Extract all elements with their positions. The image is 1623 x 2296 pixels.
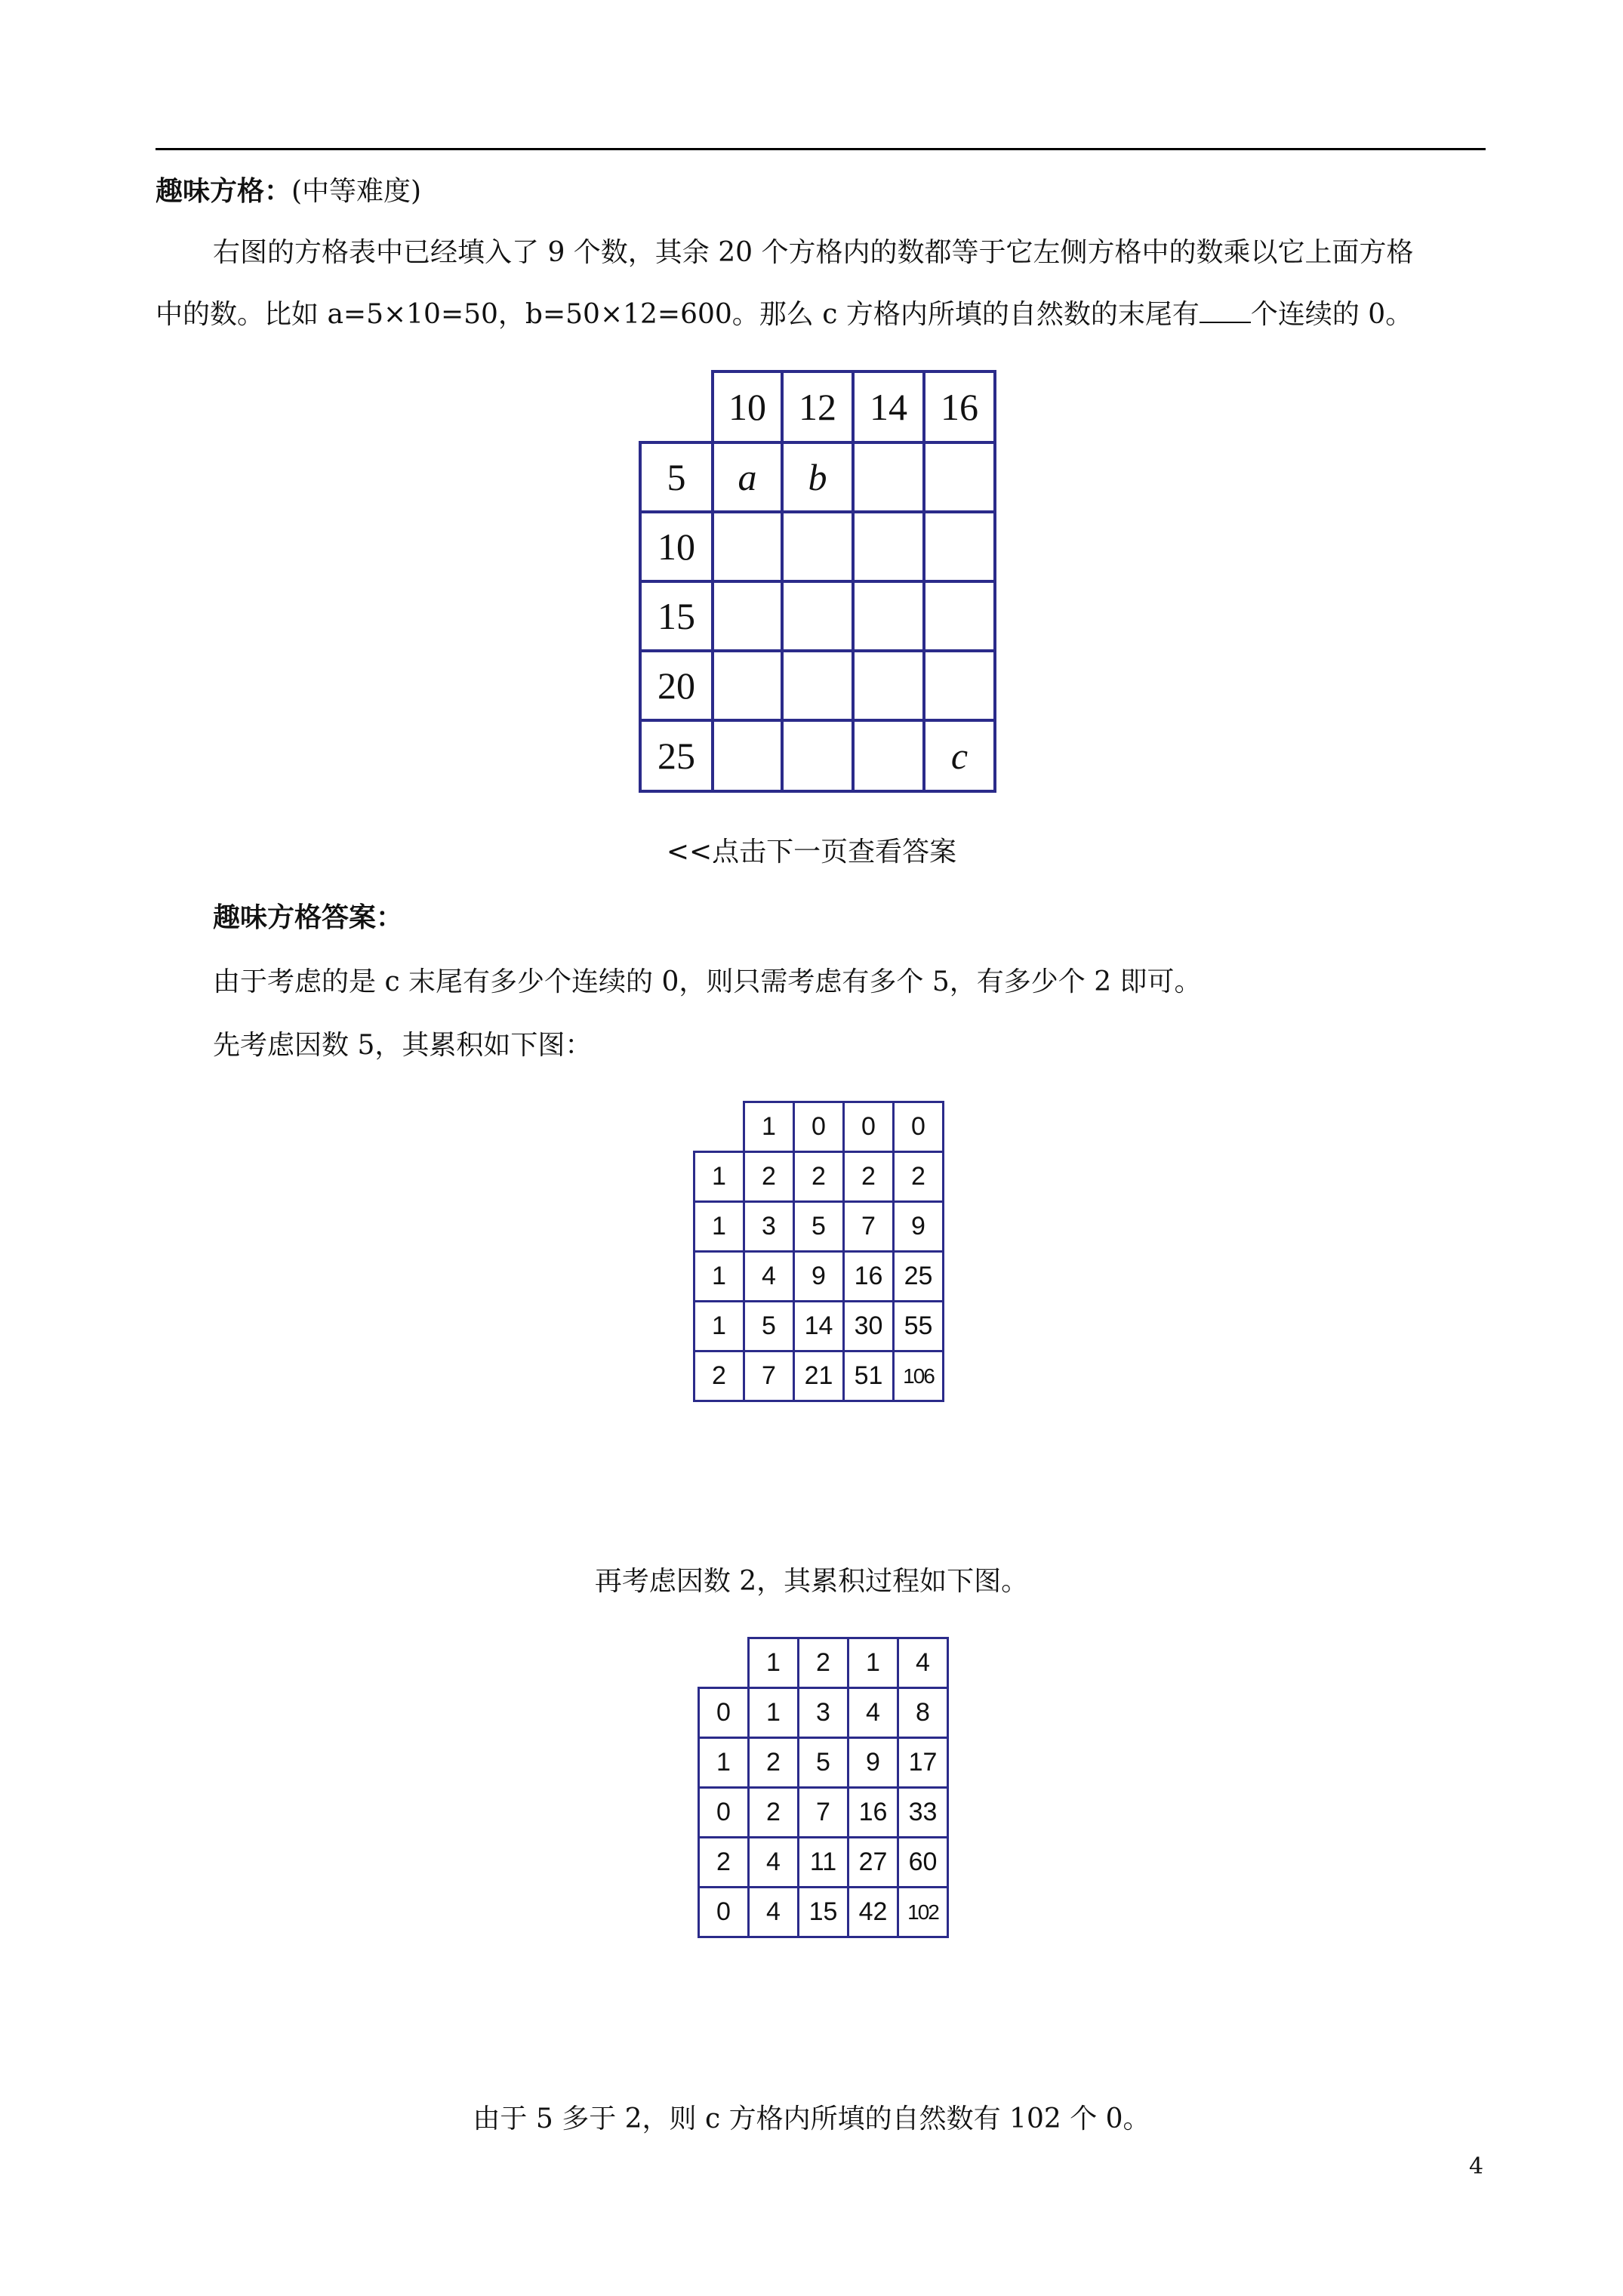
- header-cell: 4: [898, 1638, 948, 1688]
- header-cell: 1: [744, 1102, 794, 1152]
- grid-cell: [713, 720, 782, 791]
- grid-cell: 2: [794, 1152, 844, 1202]
- grid-row: [640, 720, 995, 791]
- puzzle-heading: [156, 172, 421, 211]
- row-header-cell: 15: [640, 581, 713, 651]
- grid-cell: 2: [894, 1152, 944, 1202]
- row-header-cell: 1: [694, 1152, 744, 1202]
- grid-cell: 106: [894, 1351, 944, 1401]
- grid-cell: 55: [894, 1302, 944, 1351]
- grid-cell: 14: [794, 1302, 844, 1351]
- cell-b: b: [782, 442, 853, 512]
- answer-line-1: 由于考虑的是 c 末尾有多少个连续的 0，则只需考虑有多个 5，有多少个 2 即可。: [213, 966, 1202, 997]
- grid-cell: 60: [898, 1838, 948, 1888]
- grid-row: [699, 1788, 948, 1838]
- factor-2-grid: [698, 1637, 949, 1938]
- header-cell: 16: [924, 371, 995, 442]
- header-cell: 14: [853, 371, 924, 442]
- grid-cell: 9: [894, 1202, 944, 1252]
- row-header-cell: 1: [694, 1302, 744, 1351]
- grid-cell: 2: [749, 1788, 799, 1838]
- grid-cell: [853, 651, 924, 720]
- grid-cell: 17: [898, 1738, 948, 1788]
- grid-row: [694, 1202, 944, 1252]
- grid-row: [699, 1688, 948, 1738]
- grid-row: [640, 651, 995, 720]
- factor-5-grid: [693, 1101, 944, 1402]
- header-cell: 0: [844, 1102, 894, 1152]
- grid-cell: 9: [848, 1738, 898, 1788]
- grid-cell: 27: [848, 1838, 898, 1888]
- problem-line-1: 右图的方格表中已经填入了 9 个数，其余 20 个方格内的数都等于它左侧方格中的数乘以它上面方格: [213, 237, 1414, 268]
- grid-cell: 4: [749, 1838, 799, 1888]
- puzzle-grid: [639, 370, 996, 793]
- grid-cell: 21: [794, 1351, 844, 1401]
- grid-cell: 4: [848, 1688, 898, 1738]
- grid-cell: 2: [844, 1152, 894, 1202]
- row-header-cell: 2: [694, 1351, 744, 1401]
- grid-cell: 4: [744, 1252, 794, 1302]
- grid-cell: 4: [749, 1888, 799, 1937]
- grid-cell: [924, 512, 995, 581]
- grid-cell: 7: [744, 1351, 794, 1401]
- cell-c: c: [924, 720, 995, 791]
- row-header-cell: 20: [640, 651, 713, 720]
- header-cell: 0: [794, 1102, 844, 1152]
- grid-cell: [853, 442, 924, 512]
- grid-cell: [782, 720, 853, 791]
- header-cell: 1: [848, 1638, 898, 1688]
- row-header-cell: 1: [699, 1738, 749, 1788]
- grid-header-row: [640, 371, 995, 442]
- grid-row: [694, 1351, 944, 1401]
- answer-line-2: 先考虑因数 5，其累积如下图：: [213, 1030, 593, 1061]
- grid-row: [699, 1888, 948, 1937]
- grid-row: [694, 1252, 944, 1302]
- grid-row: [699, 1738, 948, 1788]
- page-number: 4: [1469, 2153, 1484, 2180]
- next-page-hint: <<点击下一页查看答案: [666, 837, 957, 868]
- grid-row: [694, 1152, 944, 1202]
- grid-cell: [853, 512, 924, 581]
- grid-corner: [699, 1638, 749, 1688]
- answer-blank: [1200, 299, 1251, 323]
- grid-cell: 33: [898, 1788, 948, 1838]
- grid-row: [694, 1302, 944, 1351]
- puzzle-title: 趣味方格：: [156, 175, 292, 207]
- grid-cell: 42: [848, 1888, 898, 1937]
- grid-cell: [853, 720, 924, 791]
- grid-cell: [713, 581, 782, 651]
- grid-cell: 2: [744, 1152, 794, 1202]
- problem-line-2-text: 中的数。比如 a=5×10=50，b=50×12=600。那么 c 方格内所填的自然数的末尾有: [156, 299, 1200, 330]
- grid-corner: [640, 371, 713, 442]
- row-header-cell: 0: [699, 1688, 749, 1738]
- cell-a: a: [713, 442, 782, 512]
- row-header-cell: 0: [699, 1888, 749, 1937]
- grid-row: [699, 1838, 948, 1888]
- row-header-cell: 1: [694, 1252, 744, 1302]
- grid-cell: 25: [894, 1252, 944, 1302]
- grid-corner: [694, 1102, 744, 1152]
- row-header-cell: 5: [640, 442, 713, 512]
- grid-cell: 3: [744, 1202, 794, 1252]
- header-rule: [156, 148, 1486, 150]
- grid-cell: 7: [844, 1202, 894, 1252]
- conclusion-line: 由于 5 多于 2，则 c 方格内所填的自然数有 102 个 0。: [473, 2103, 1150, 2134]
- answer-line-3: 再考虑因数 2，其累积过程如下图。: [594, 1566, 1029, 1597]
- header-cell: 2: [799, 1638, 848, 1688]
- grid-cell: [782, 651, 853, 720]
- problem-line-2-end: 个连续的 0。: [1250, 299, 1413, 330]
- grid-cell: 51: [844, 1351, 894, 1401]
- grid-cell: [713, 651, 782, 720]
- grid-header-row: [694, 1102, 944, 1152]
- grid-row: [640, 512, 995, 581]
- grid-cell: [924, 651, 995, 720]
- grid-cell: [924, 581, 995, 651]
- row-header-cell: 10: [640, 512, 713, 581]
- grid-cell: [713, 512, 782, 581]
- grid-row: [640, 442, 995, 512]
- grid-cell: 5: [799, 1738, 848, 1788]
- grid-cell: 30: [844, 1302, 894, 1351]
- grid-cell: 7: [799, 1788, 848, 1838]
- problem-line-2: [156, 296, 1412, 334]
- grid-cell: [924, 442, 995, 512]
- grid-cell: 11: [799, 1838, 848, 1888]
- grid-cell: 15: [799, 1888, 848, 1937]
- row-header-cell: 0: [699, 1788, 749, 1838]
- grid-cell: 3: [799, 1688, 848, 1738]
- grid-cell: 102: [898, 1888, 948, 1937]
- row-header-cell: 2: [699, 1838, 749, 1888]
- grid-cell: 2: [749, 1738, 799, 1788]
- grid-header-row: [699, 1638, 948, 1688]
- grid-row: [640, 581, 995, 651]
- grid-cell: 5: [744, 1302, 794, 1351]
- grid-cell: 16: [848, 1788, 898, 1838]
- grid-cell: 9: [794, 1252, 844, 1302]
- grid-cell: [853, 581, 924, 651]
- grid-cell: 1: [749, 1688, 799, 1738]
- grid-cell: 5: [794, 1202, 844, 1252]
- header-cell: 12: [782, 371, 853, 442]
- header-cell: 0: [894, 1102, 944, 1152]
- grid-cell: 8: [898, 1688, 948, 1738]
- row-header-cell: 25: [640, 720, 713, 791]
- grid-cell: 16: [844, 1252, 894, 1302]
- row-header-cell: 1: [694, 1202, 744, 1252]
- grid-cell: [782, 512, 853, 581]
- header-cell: 1: [749, 1638, 799, 1688]
- difficulty-note: (中等难度): [291, 176, 422, 207]
- grid-cell: [782, 581, 853, 651]
- header-cell: 10: [713, 371, 782, 442]
- answer-heading: 趣味方格答案：: [213, 901, 404, 933]
